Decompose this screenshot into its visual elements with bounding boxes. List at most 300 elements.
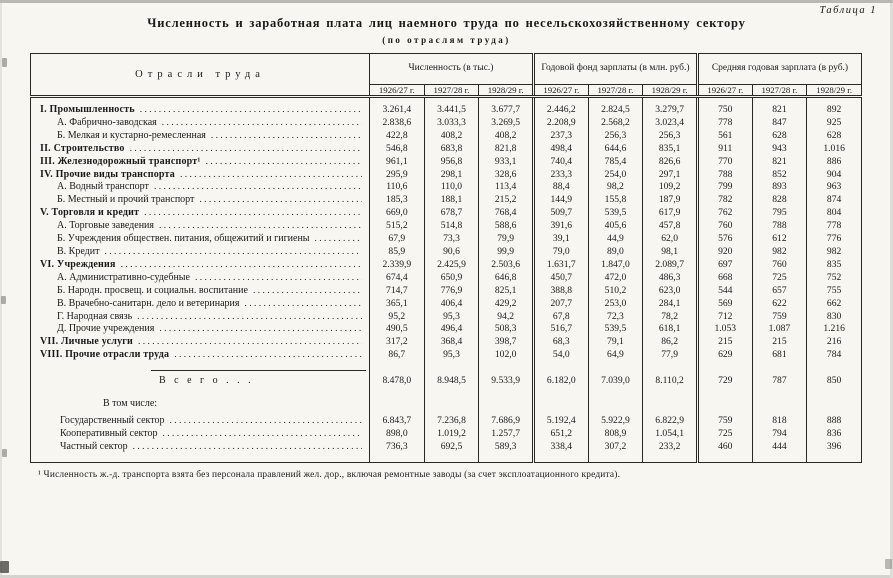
value-cell <box>752 454 807 463</box>
value-cell: 782 <box>697 194 752 207</box>
document-title: Численность и заработная плата лиц наемного труда по несельскохозяйственному сектору <box>147 16 746 30</box>
table-row <box>31 336 862 349</box>
value-cell: 5.192,4 <box>533 415 588 428</box>
value-cell: 1.053 <box>697 323 752 336</box>
value-cell: 828 <box>752 194 807 207</box>
row-label-cell <box>31 156 370 169</box>
value-cell: 1.054,1 <box>643 428 698 441</box>
year-column-header: 1928/29 г. <box>643 85 698 97</box>
value-cell <box>643 454 698 463</box>
value-cell <box>588 387 643 398</box>
row-label: А. Торговые заведения <box>57 220 154 232</box>
value-cell: 776,9 <box>424 285 479 298</box>
value-cell: 830 <box>807 311 862 324</box>
value-cell: 6.843,7 <box>370 415 425 428</box>
value-cell: 2.425,9 <box>424 259 479 272</box>
value-cell: 2.503,6 <box>479 259 534 272</box>
year-column-header: 1926/27 г. <box>697 85 752 97</box>
row-label-cell <box>31 97 370 117</box>
group-header-row <box>31 54 862 85</box>
dot-leader <box>211 131 362 143</box>
dot-leader <box>159 221 362 233</box>
value-cell: 88,4 <box>533 181 588 194</box>
value-cell: 755 <box>807 285 862 298</box>
row-label: VIII. Прочие отрасли труда <box>40 349 170 361</box>
value-cell <box>479 454 534 463</box>
value-cell <box>370 387 425 398</box>
value-cell <box>588 398 643 410</box>
value-cell: 215 <box>752 336 807 349</box>
value-cell: 317,2 <box>370 336 425 349</box>
value-cell: 39,1 <box>533 233 588 246</box>
scan-artifact <box>0 561 9 573</box>
dot-leader <box>253 286 362 298</box>
dot-leader <box>206 157 362 169</box>
value-cell: 215,2 <box>479 194 534 207</box>
value-cell: 714,7 <box>370 285 425 298</box>
value-cell <box>479 398 534 410</box>
value-cell: 943 <box>752 143 807 156</box>
value-cell: 6.182,0 <box>533 375 588 387</box>
value-cell: 388,8 <box>533 285 588 298</box>
value-cell <box>752 387 807 398</box>
value-cell: 95,3 <box>424 311 479 324</box>
value-cell: 79,0 <box>533 246 588 259</box>
value-cell: 237,3 <box>533 130 588 143</box>
value-cell: 64,9 <box>588 349 643 362</box>
value-cell: 821 <box>752 97 807 117</box>
value-cell: 207,7 <box>533 298 588 311</box>
table-row <box>31 169 862 182</box>
value-cell: 569 <box>697 298 752 311</box>
value-cell: 1.847,0 <box>588 259 643 272</box>
table-row <box>31 220 862 233</box>
value-cell: 79,9 <box>479 233 534 246</box>
dot-leader <box>195 273 362 285</box>
value-cell: 589,3 <box>479 441 534 454</box>
value-cell: 73,3 <box>424 233 479 246</box>
value-cell: 2.208,9 <box>533 117 588 130</box>
row-label-cell <box>31 130 370 143</box>
value-cell: 821,8 <box>479 143 534 156</box>
value-cell: 3.261,4 <box>370 97 425 117</box>
value-cell: 826,6 <box>643 156 698 169</box>
value-cell: 187,9 <box>643 194 698 207</box>
value-cell <box>643 398 698 410</box>
table-row <box>31 97 862 117</box>
table-row <box>31 415 862 428</box>
row-label: VI. Учреждения <box>40 258 116 270</box>
value-cell: 514,8 <box>424 220 479 233</box>
value-cell: 498,4 <box>533 143 588 156</box>
value-cell: 86,2 <box>643 336 698 349</box>
table-row <box>31 323 862 336</box>
dot-leader <box>180 170 362 182</box>
value-cell: 629 <box>697 349 752 362</box>
value-cell: 110,6 <box>370 181 425 194</box>
value-cell: 752 <box>807 272 862 285</box>
dot-leader <box>162 118 362 130</box>
value-cell: 657 <box>752 285 807 298</box>
value-cell: 760 <box>752 259 807 272</box>
value-cell <box>479 362 534 375</box>
table-row <box>31 156 862 169</box>
value-cell: 795 <box>752 207 807 220</box>
value-cell: 79,1 <box>588 336 643 349</box>
value-cell: 1.257,7 <box>479 428 534 441</box>
value-cell <box>424 362 479 375</box>
value-cell: 725 <box>752 272 807 285</box>
value-cell: 8.478,0 <box>370 375 425 387</box>
value-cell: 787 <box>752 375 807 387</box>
row-label-cell <box>31 454 370 463</box>
value-cell: 62,0 <box>643 233 698 246</box>
row-label-cell <box>31 362 370 375</box>
value-cell: 1.016 <box>807 143 862 156</box>
row-label-cell <box>31 298 370 311</box>
row-label: V. Торговля и кредит <box>40 207 140 219</box>
row-label-cell <box>31 233 370 246</box>
value-cell: 770 <box>697 156 752 169</box>
value-cell: 185,3 <box>370 194 425 207</box>
value-cell: 3.033,3 <box>424 117 479 130</box>
value-cell <box>697 398 752 410</box>
value-cell: 85,9 <box>370 246 425 259</box>
value-cell: 254,0 <box>588 169 643 182</box>
row-label-cell <box>31 398 370 410</box>
value-cell: 808,9 <box>588 428 643 441</box>
dot-leader <box>104 247 362 259</box>
value-cell: 422,8 <box>370 130 425 143</box>
value-cell: 338,4 <box>533 441 588 454</box>
value-cell: 1.631,7 <box>533 259 588 272</box>
row-label-cell <box>31 194 370 207</box>
table-row <box>31 454 862 463</box>
year-column-header: 1927/28 г. <box>588 85 643 97</box>
value-cell <box>697 362 752 375</box>
value-cell: 799 <box>697 181 752 194</box>
value-cell <box>533 398 588 410</box>
value-cell: 5.922,9 <box>588 415 643 428</box>
value-cell: 78,2 <box>643 311 698 324</box>
value-cell: 785,4 <box>588 156 643 169</box>
value-cell <box>752 362 807 375</box>
row-label-cell <box>31 428 370 441</box>
value-cell: 307,2 <box>588 441 643 454</box>
value-cell: 759 <box>697 415 752 428</box>
row-label-cell <box>31 246 370 259</box>
value-cell <box>807 362 862 375</box>
value-cell: 925 <box>807 117 862 130</box>
value-cell: 612 <box>752 233 807 246</box>
value-cell: 982 <box>752 246 807 259</box>
scan-artifact <box>885 559 892 569</box>
value-cell: 618,1 <box>643 323 698 336</box>
value-cell: 54,0 <box>533 349 588 362</box>
value-cell: 515,2 <box>370 220 425 233</box>
table-row <box>31 246 862 259</box>
column-header-industries: Отрасли труда <box>31 54 370 97</box>
value-cell: 295,9 <box>370 169 425 182</box>
value-cell: 256,3 <box>643 130 698 143</box>
value-cell: 95,3 <box>424 349 479 362</box>
sum-rule <box>151 370 366 371</box>
value-cell: 893 <box>752 181 807 194</box>
value-cell: 516,7 <box>533 323 588 336</box>
value-cell: 90,6 <box>424 246 479 259</box>
value-cell: 510,2 <box>588 285 643 298</box>
table-row <box>31 117 862 130</box>
value-cell: 982 <box>807 246 862 259</box>
value-cell: 904 <box>807 169 862 182</box>
row-label: Б. Мелкая и кустарно-ремесленная <box>57 129 206 141</box>
table-row <box>31 298 862 311</box>
value-cell <box>424 398 479 410</box>
table-row <box>31 272 862 285</box>
row-label-cell <box>31 285 370 298</box>
value-cell: 692,5 <box>424 441 479 454</box>
row-label: В. Кредит <box>57 245 100 257</box>
value-cell: 8.110,2 <box>643 375 698 387</box>
value-cell: 110,0 <box>424 181 479 194</box>
dot-leader <box>140 105 362 117</box>
row-label-cell <box>31 415 370 428</box>
dot-leader <box>162 429 362 441</box>
value-cell: 155,8 <box>588 194 643 207</box>
value-cell <box>370 362 425 375</box>
value-cell: 963 <box>807 181 862 194</box>
value-cell: 852 <box>752 169 807 182</box>
value-cell: 818 <box>752 415 807 428</box>
value-cell: 1.019,2 <box>424 428 479 441</box>
value-cell: 683,8 <box>424 143 479 156</box>
value-cell: 94,2 <box>479 311 534 324</box>
value-cell: 67,8 <box>533 311 588 324</box>
value-cell: 2.838,6 <box>370 117 425 130</box>
value-cell: 3.441,5 <box>424 97 479 117</box>
table-row <box>31 207 862 220</box>
value-cell: 681 <box>752 349 807 362</box>
row-label: В том числе: <box>103 398 158 410</box>
value-cell: 788 <box>697 169 752 182</box>
value-cell: 788 <box>752 220 807 233</box>
value-cell: 3.677,7 <box>479 97 534 117</box>
row-label: III. Железнодорожный транспорт¹ <box>40 155 201 167</box>
value-cell: 760 <box>697 220 752 233</box>
value-cell: 7.686,9 <box>479 415 534 428</box>
value-cell: 457,8 <box>643 220 698 233</box>
value-cell: 623,0 <box>643 285 698 298</box>
year-column-header: 1928/29 г. <box>479 85 534 97</box>
value-cell: 6.822,9 <box>643 415 698 428</box>
value-cell <box>643 387 698 398</box>
value-cell: 933,1 <box>479 156 534 169</box>
value-cell: 740,4 <box>533 156 588 169</box>
value-cell: 961,1 <box>370 156 425 169</box>
table-row <box>31 428 862 441</box>
table-row <box>31 233 862 246</box>
value-cell: 850 <box>807 375 862 387</box>
dot-leader <box>154 182 362 194</box>
value-cell: 2.824,5 <box>588 97 643 117</box>
value-cell: 408,2 <box>424 130 479 143</box>
dot-leader <box>130 144 362 156</box>
value-cell <box>752 398 807 410</box>
dot-leader <box>121 260 362 272</box>
row-label: Б. Местный и прочий транспорт <box>57 194 195 206</box>
value-cell: 576 <box>697 233 752 246</box>
value-cell <box>697 387 752 398</box>
value-cell: 8.948,5 <box>424 375 479 387</box>
value-cell: 759 <box>752 311 807 324</box>
value-cell: 697 <box>697 259 752 272</box>
value-cell: 89,0 <box>588 246 643 259</box>
document-subtitle: (по отраслям труда) <box>382 35 511 45</box>
table-header <box>31 54 862 97</box>
value-cell: 188,1 <box>424 194 479 207</box>
group-header-wage-fund: Годовой фонд зарплаты (в млн. руб.) <box>533 54 697 85</box>
value-cell: 617,9 <box>643 207 698 220</box>
value-cell: 539,5 <box>588 207 643 220</box>
value-cell: 644,6 <box>588 143 643 156</box>
value-cell: 368,4 <box>424 336 479 349</box>
value-cell: 3.279,7 <box>643 97 698 117</box>
table-row <box>31 130 862 143</box>
row-label-cell <box>31 441 370 454</box>
row-label: Кооперативный сектор <box>60 427 158 439</box>
value-cell <box>588 362 643 375</box>
value-cell: 725 <box>697 428 752 441</box>
row-label: Д. Прочие учреждения <box>57 323 155 335</box>
row-label: А. Водный транспорт <box>57 181 149 193</box>
value-cell: 886 <box>807 156 862 169</box>
value-cell: 3.023,4 <box>643 117 698 130</box>
value-cell: 729 <box>697 375 752 387</box>
value-cell: 67,9 <box>370 233 425 246</box>
value-cell: 546,8 <box>370 143 425 156</box>
value-cell: 778 <box>807 220 862 233</box>
value-cell: 297,1 <box>643 169 698 182</box>
value-cell: 509,7 <box>533 207 588 220</box>
table-body <box>31 97 862 463</box>
value-cell: 496,4 <box>424 323 479 336</box>
scan-artifact <box>2 449 7 457</box>
dot-leader <box>174 350 362 362</box>
value-cell: 2.568,2 <box>588 117 643 130</box>
value-cell: 836 <box>807 428 862 441</box>
value-cell <box>370 398 425 410</box>
value-cell: 920 <box>697 246 752 259</box>
value-cell <box>807 454 862 463</box>
value-cell: 486,3 <box>643 272 698 285</box>
value-cell: 405,6 <box>588 220 643 233</box>
value-cell: 2.339,9 <box>370 259 425 272</box>
dot-leader <box>137 312 362 324</box>
table-row <box>31 349 862 362</box>
dot-leader <box>199 195 362 207</box>
value-cell: 847 <box>752 117 807 130</box>
value-cell: 662 <box>807 298 862 311</box>
value-cell: 2.089,7 <box>643 259 698 272</box>
value-cell: 144,9 <box>533 194 588 207</box>
value-cell: 99,9 <box>479 246 534 259</box>
value-cell: 508,3 <box>479 323 534 336</box>
value-cell: 490,5 <box>370 323 425 336</box>
table-row <box>31 398 862 410</box>
value-cell: 874 <box>807 194 862 207</box>
value-cell: 472,0 <box>588 272 643 285</box>
value-cell: 233,2 <box>643 441 698 454</box>
row-label-cell <box>31 143 370 156</box>
table-row <box>31 375 862 387</box>
row-label: I. Промышленность <box>40 104 135 115</box>
value-cell: 72,3 <box>588 311 643 324</box>
value-cell: 804 <box>807 207 862 220</box>
value-cell: 398,7 <box>479 336 534 349</box>
value-cell: 2.446,2 <box>533 97 588 117</box>
table-row <box>31 441 862 454</box>
year-column-header: 1926/27 г. <box>533 85 588 97</box>
value-cell <box>533 387 588 398</box>
footnote: ¹ Численность ж.-д. транспорта взята без персонала правлений жел. дор., включая ремонтные заводы (за счет эксплоатационного кредита). <box>38 470 621 480</box>
row-label-cell <box>31 181 370 194</box>
row-label: Г. Народная связь <box>57 310 133 322</box>
row-label-cell <box>31 311 370 324</box>
value-cell: 778 <box>697 117 752 130</box>
row-label-cell <box>31 387 370 398</box>
year-column-header: 1927/28 г. <box>752 85 807 97</box>
value-cell: 396 <box>807 441 862 454</box>
value-cell <box>697 454 752 463</box>
value-cell: 622 <box>752 298 807 311</box>
value-cell <box>807 387 862 398</box>
row-label-cell <box>31 117 370 130</box>
row-label-cell <box>31 220 370 233</box>
value-cell: 821 <box>752 156 807 169</box>
value-cell: 98,1 <box>643 246 698 259</box>
value-cell: 736,3 <box>370 441 425 454</box>
value-cell: 44,9 <box>588 233 643 246</box>
row-label-cell <box>31 323 370 336</box>
row-label: А. Фабрично-заводская <box>57 116 157 128</box>
value-cell: 7.039,0 <box>588 375 643 387</box>
value-cell: 109,2 <box>643 181 698 194</box>
value-cell: 911 <box>697 143 752 156</box>
value-cell: 776 <box>807 233 862 246</box>
dot-leader <box>244 299 362 311</box>
value-cell: 365,1 <box>370 298 425 311</box>
value-cell: 233,3 <box>533 169 588 182</box>
value-cell: 284,1 <box>643 298 698 311</box>
dot-leader <box>133 442 362 454</box>
row-label: VII. Личные услуги <box>40 336 134 348</box>
statistics-table <box>30 53 862 463</box>
row-label-cell <box>31 336 370 349</box>
value-cell <box>807 398 862 410</box>
row-label: А. Административно-судебные <box>57 271 190 283</box>
value-cell <box>588 454 643 463</box>
year-column-header: 1926/27 г. <box>370 85 425 97</box>
value-cell: 669,0 <box>370 207 425 220</box>
value-cell: 1.216 <box>807 323 862 336</box>
table-row <box>31 387 862 398</box>
row-label-cell <box>31 272 370 285</box>
value-cell <box>533 454 588 463</box>
value-cell: 450,7 <box>533 272 588 285</box>
value-cell: 888 <box>807 415 862 428</box>
row-label: II. Строительство <box>40 142 125 154</box>
value-cell: 835,1 <box>643 143 698 156</box>
